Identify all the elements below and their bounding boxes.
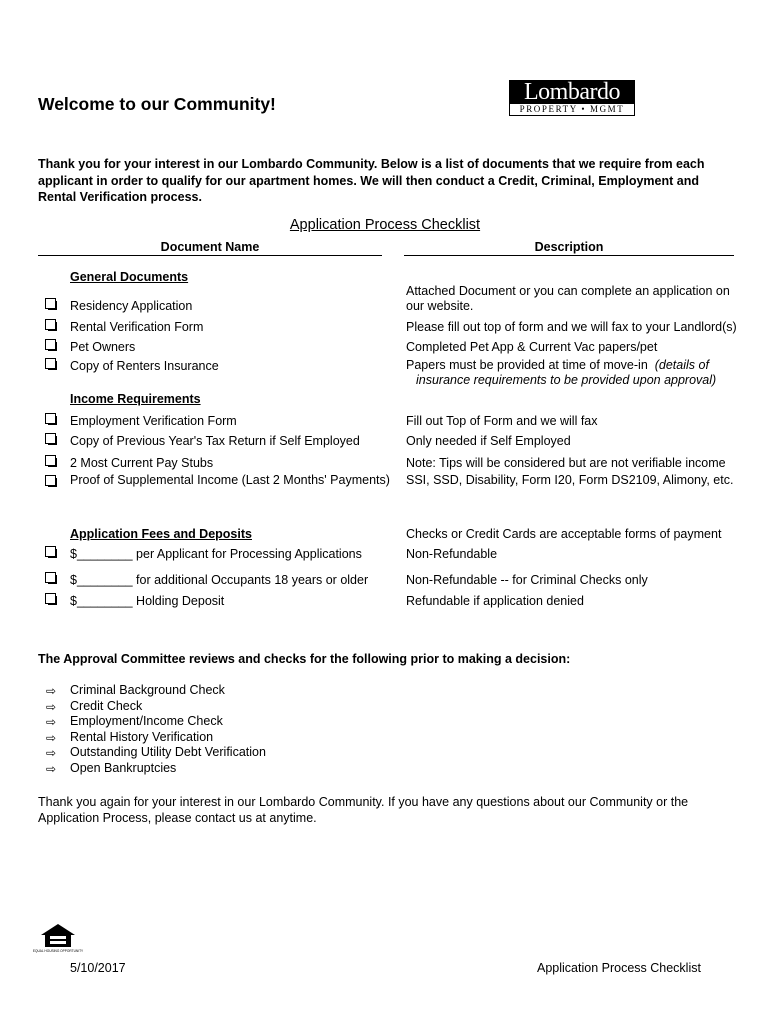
fee-line: $________ per Applicant for Processing Applications [70, 547, 362, 561]
document-name: Copy of Renters Insurance [70, 359, 219, 373]
checkbox-employment-verification[interactable] [45, 413, 58, 426]
checkbox-occupant-fee[interactable] [45, 572, 58, 585]
document-name: Pet Owners [70, 340, 136, 354]
description-text: Non-Refundable -- for Criminal Checks only [406, 573, 648, 587]
check-item: Outstanding Utility Debt Verification [70, 745, 266, 759]
checkbox-tax-return[interactable] [45, 433, 58, 446]
description-text [406, 358, 709, 372]
checkbox-rental-verification[interactable] [45, 319, 58, 332]
equal-housing-icon [32, 922, 84, 956]
arrow-right-icon: ⇨ [46, 762, 57, 776]
document-name: Copy of Previous Year's Tax Return if Self Employed [70, 434, 360, 448]
checkbox-pay-stubs[interactable] [45, 455, 58, 468]
company-logo [509, 80, 635, 116]
checklist-title: Application Process Checklist [289, 217, 481, 233]
description-text: Non-Refundable [406, 547, 498, 561]
description-text: Only needed if Self Employed [406, 434, 571, 448]
column-header-document: Document Name [160, 240, 260, 254]
description-text: SSI, SSD, Disability, Form I20, Form DS2109, Alimony, etc. [406, 473, 734, 487]
arrow-right-icon: ⇨ [46, 700, 57, 714]
checkbox-renters-insurance[interactable] [45, 358, 58, 371]
description-text: Checks or Credit Cards are acceptable forms of payment [406, 527, 722, 541]
description-text: Refundable if application denied [406, 594, 584, 608]
description-text: Fill out Top of Form and we will fax [406, 414, 598, 428]
insurance-note-continued: insurance requirements to be provided upon approval) [416, 373, 717, 387]
checkbox-residency-application[interactable] [45, 298, 58, 311]
fee-line: $________ Holding Deposit [70, 594, 225, 608]
check-item: Employment/Income Check [70, 714, 223, 728]
description-text: our website. [406, 299, 474, 313]
document-name: Employment Verification Form [70, 414, 237, 428]
equal-housing-text: EQUAL HOUSING OPPORTUNITY [32, 949, 84, 953]
check-item: Criminal Background Check [70, 683, 225, 697]
description-text: Completed Pet App & Current Vac papers/pet [406, 340, 658, 354]
insurance-note: (details of [654, 358, 709, 372]
intro-paragraph: Thank you for your interest in our Lombardo Community. Below is a list of documents that we require from each applicant in order to qualify for our apartment homes. We will then conduct a Credit, Criminal, Employment and Rental Verification process. [38, 157, 705, 204]
check-item: Credit Check [70, 699, 143, 713]
checkbox-pet-owners[interactable] [45, 339, 58, 352]
fee-line: $________ for additional Occupants 18 years or older [70, 573, 369, 587]
section-heading-income: Income Requirements [70, 392, 201, 406]
footer-date: 5/10/2017 [70, 961, 126, 975]
footer-document-title: Application Process Checklist [537, 961, 701, 975]
checkbox-processing-fee[interactable] [45, 546, 58, 559]
document-name: Residency Application [70, 299, 193, 313]
document-name: Rental Verification Form [70, 320, 204, 334]
document-name: Proof of Supplemental Income (Last 2 Months' Payments) [70, 473, 390, 487]
description-text: Attached Document or you can complete an application on [406, 284, 730, 298]
description-text: Please fill out top of form and we will fax to your Landlord(s) [406, 320, 737, 334]
arrow-right-icon: ⇨ [46, 746, 57, 760]
section-heading-fees: Application Fees and Deposits [70, 527, 252, 541]
divider-document [38, 255, 382, 256]
document-name: 2 Most Current Pay Stubs [70, 456, 214, 470]
equal-housing-logo [32, 922, 84, 956]
arrow-right-icon: ⇨ [46, 684, 57, 698]
check-item: Open Bankruptcies [70, 761, 177, 775]
checkbox-holding-deposit[interactable] [45, 593, 58, 606]
section-heading-general: General Documents [70, 270, 189, 284]
description-text: Note: Tips will be considered but are not verifiable income [406, 456, 726, 470]
arrow-right-icon: ⇨ [46, 715, 57, 729]
arrow-right-icon: ⇨ [46, 731, 57, 745]
logo-name: Lombardo [509, 80, 635, 103]
checkbox-supplemental-income[interactable] [45, 475, 58, 488]
closing-paragraph: Thank you again for your interest in our Lombardo Community. If you have any questions about our Community or the Application Process, please contact us at anytime. [38, 795, 689, 825]
check-item: Rental History Verification [70, 730, 214, 744]
page-title: Welcome to our Community! [38, 94, 276, 114]
column-header-description: Description [534, 240, 604, 254]
description-main: Papers must be provided at time of move-in [406, 358, 648, 372]
approval-heading: The Approval Committee reviews and checks for the following prior to making a decision: [38, 652, 571, 666]
divider-description [404, 255, 734, 256]
logo-tagline: PROPERTY • MGMT [509, 103, 635, 116]
